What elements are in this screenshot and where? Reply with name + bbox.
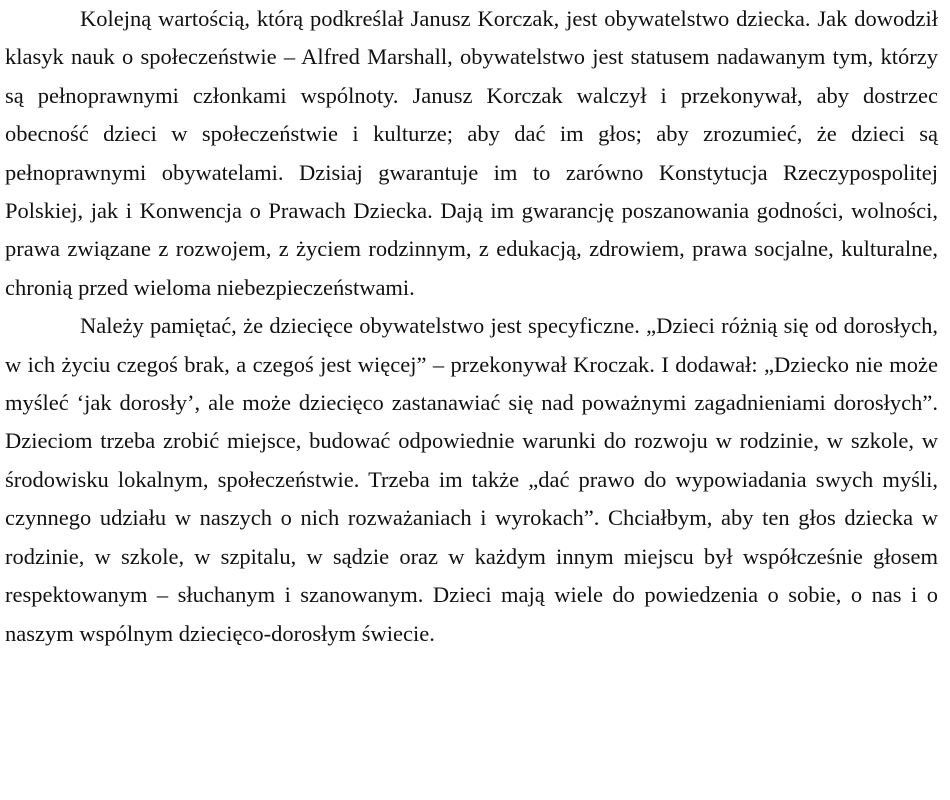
paragraph-child-voice: Należy pamiętać, że dziecięce obywatelstwo jest specyficzne. „Dzieci różnią się od dorosłych, w ich życiu czegoś brak, a czegoś jest więcej” – przekonywał Kroczak. I dodawał: „Dziecko nie może myśleć ‘jak dorosły’, ale może dziecięco zastanawiać się nad poważnymi zagadnieniami dorosłych”. Dzieciom trzeba zrobić miejsce, budować odpowiednie warunki do rozwoju w rodzinie, w szkole, w środowisku lokalnym, społeczeństwie. Trzeba im także „dać prawo do wypowiadania swych myśli, czynnego udziału w naszych o nich rozważaniach i wyrokach”. Chciałbym, aby ten głos dziecka w rodzinie, w szkole, w szpitalu, w sądzie oraz w każdym innym miejscu był współcześnie głosem respektowanym – słuchanym i szanowanym. Dzieci mają wiele do powiedzenia o sobie, o nas i o naszym wspólnym dziecięco-dorosłym świecie. bbox=[5, 313, 938, 646]
document-page bbox=[5, 0, 938, 653]
paragraph-citizenship: Kolejną wartością, którą podkreślał Janusz Korczak, jest obywatelstwo dziecka. Jak dowodził klasyk nauk o społeczeństwie – Alfred Marshall, obywatelstwo jest statusem nadawanym tym, którzy są pełnoprawnymi członkami wspólnoty. Janusz Korczak walczył i przekonywał, aby dostrzec obecność dzieci w społeczeństwie i kulturze; aby dać im głos; aby zrozumieć, że dzieci są pełnoprawnymi obywatelami. Dzisiaj gwarantuje im to zarówno Konstytucja Rzeczypospolitej Polskiej, jak i Konwencja o Prawach Dziecka. Dają im gwarancję poszanowania godności, wolności, prawa związane z rozwojem, z życiem rodzinnym, z edukacją, zdrowiem, prawa socjalne, kulturalne, chronią przed wieloma niebezpieczeństwami. bbox=[5, 6, 938, 300]
